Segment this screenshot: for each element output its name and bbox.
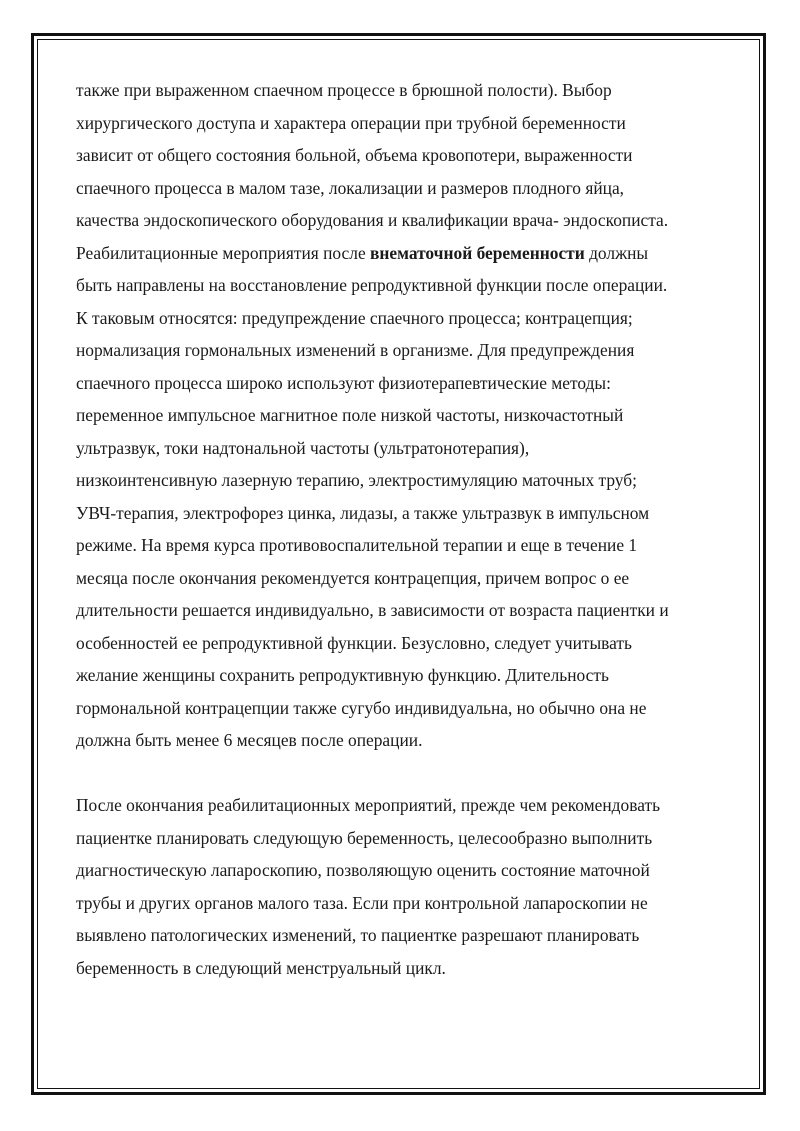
text-line: диагностическую лапароскопию, позволяющую оценить состояние маточной [76, 860, 650, 880]
text-line-with-bold [76, 237, 736, 270]
text-line: пациентке планировать следующую беременность, целесообразно выполнить [76, 827, 653, 848]
text-line: зависит от общего состояния больной, объема кровопотери, выраженности [76, 145, 633, 165]
text-line: выявлено патологических изменений, то пациентке разрешают планировать [76, 925, 640, 945]
text-line: особенностей ее репродуктивной функции. Безусловно, следует учитывать [76, 632, 632, 653]
text-segment: Реабилитационные мероприятия после [76, 242, 371, 263]
text-line: режиме. На время курса противовоспалительной терапии и еще в течение 1 [76, 535, 638, 555]
text-line: длительности решается индивидуально, в зависимости от возраста пациентки и [76, 600, 669, 620]
paragraph-2 [76, 789, 736, 984]
text-line: К таковым относятся: предупреждение спаечного процесса; контрацепция; [76, 307, 633, 328]
text-line: желание женщины сохранить репродуктивную функцию. Длительность [76, 665, 609, 685]
text-line: хирургического доступа и характера операции при трубной беременности [76, 112, 626, 133]
text-line: также при выраженном спаечном процессе в брюшной полости). Выбор [76, 80, 612, 100]
text-line: быть направлены на восстановление репродуктивной функции после операции. [76, 275, 668, 295]
text-line: спаечного процесса в малом тазе, локализации и размеров плодного яйца, [76, 177, 625, 198]
text-line: После окончания реабилитационных мероприятий, прежде чем рекомендовать [76, 795, 661, 815]
text-line: низкоинтенсивную лазерную терапию, электростимуляцию маточных труб; [76, 470, 637, 490]
text-line: месяца после окончания рекомендуется контрацепция, причем вопрос о ее [76, 567, 630, 588]
text-line: качества эндоскопического оборудования и квалификации врача- эндоскописта. [76, 210, 669, 230]
text-segment: должны [584, 242, 649, 263]
bold-term: внематочной беременности [370, 242, 585, 263]
document-body [76, 74, 736, 984]
paragraph-gap [76, 757, 736, 790]
text-line: беременность в следующий менструальный цикл. [76, 957, 446, 978]
text-line: ультразвук, токи надтональной частоты (ультратонотерапия), [76, 437, 530, 458]
text-line: трубы и других органов малого таза. Если при контрольной лапароскопии не [76, 892, 648, 913]
text-line: гормональной контрацепции также сугубо индивидуальна, но обычно она не [76, 697, 647, 718]
text-line: нормализация гормональных изменений в организме. Для предупреждения [76, 340, 635, 360]
text-line: должна быть менее 6 месяцев после операции. [76, 730, 423, 750]
text-line: спаечного процесса широко используют физиотерапевтические методы: [76, 372, 611, 393]
paragraph-1 [76, 74, 736, 757]
text-line: УВЧ-терапия, электрофорез цинка, лидазы, а также ультразвук в импульсном [76, 502, 650, 523]
text-line: переменное импульсное магнитное поле низкой частоты, низкочастотный [76, 405, 624, 425]
